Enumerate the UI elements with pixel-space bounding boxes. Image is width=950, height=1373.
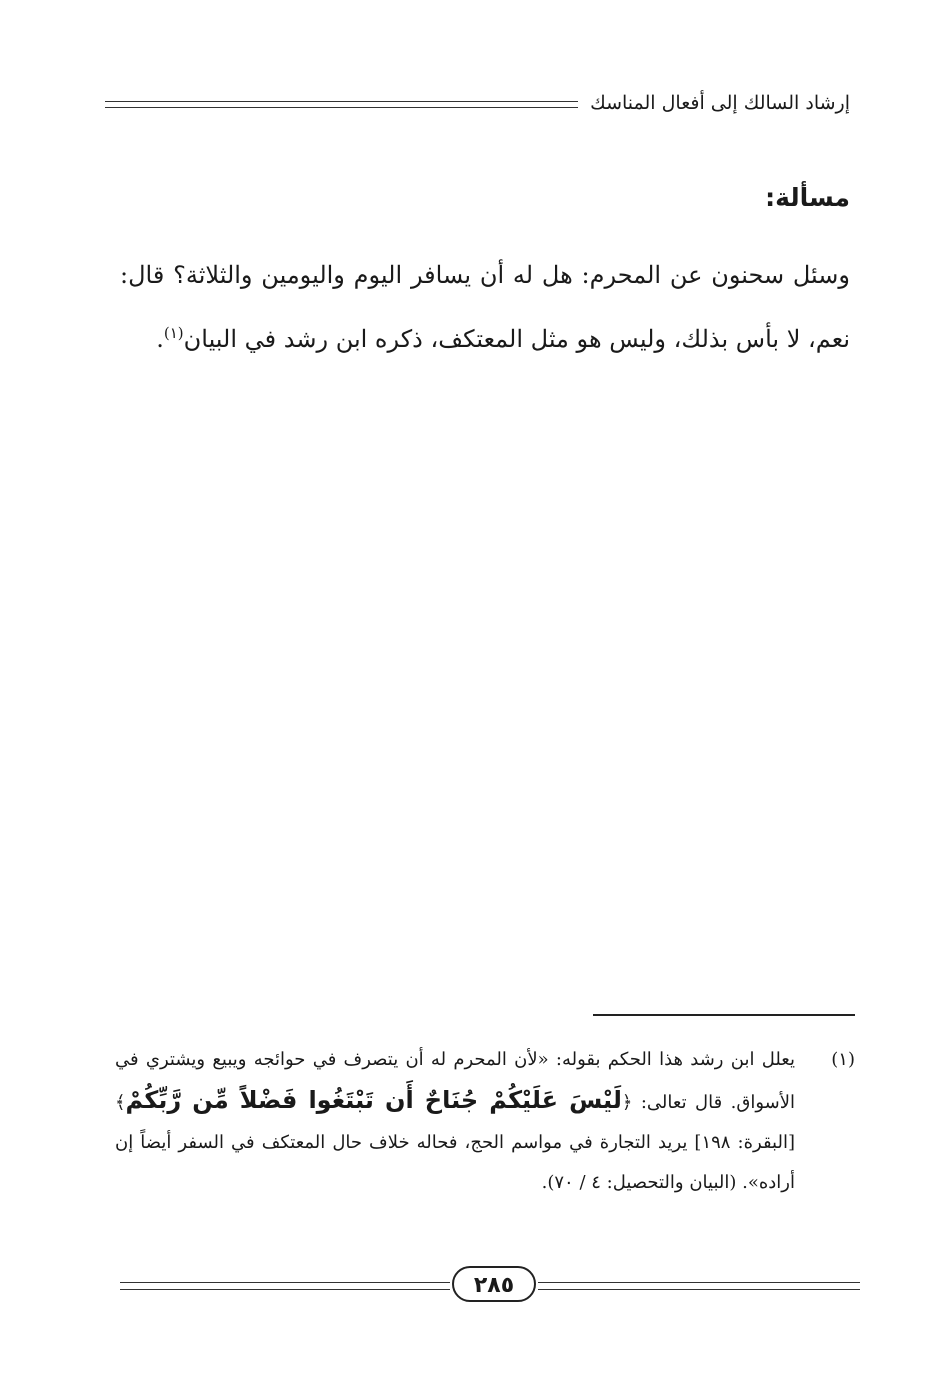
body-end-punctuation: . xyxy=(156,325,164,353)
book-title: إرشاد السالك إلى أفعال المناسك xyxy=(590,92,850,114)
section-heading: مسألة: xyxy=(765,183,850,212)
running-header xyxy=(105,88,850,118)
body-paragraph xyxy=(120,246,850,368)
page-number: ٢٨٥ xyxy=(452,1266,536,1302)
footer-rule-right xyxy=(538,1282,860,1290)
footnote-reference[interactable]: (١) xyxy=(163,324,184,342)
footnote-number: (١) xyxy=(831,1049,855,1070)
body-text: وسئل سحنون عن المحرم: هل له أن يسافر اليوم واليومين والثلاثة؟ قال: نعم، لا بأس بذلك، وليس هو مثل المعتكف، ذكره ابن رشد في البيان xyxy=(120,261,851,353)
quran-verse: لَيْسَ عَلَيْكُمْ جُنَاحٌ أَن تَبْتَغُوا فَضْلاً مِّن رَّبِّكُمْ xyxy=(125,1086,622,1114)
footnote-text-after: ﴾ [البقرة: ١٩٨] يريد التجارة في مواسم الحج، فحاله خلاف حال المعتكف في السفر أيضاً إن أراده». (البيان والتحصيل: ٤ / ٧٠). xyxy=(115,1092,795,1193)
page-footer xyxy=(120,1266,860,1306)
header-double-rule xyxy=(105,101,578,108)
footnote-separator xyxy=(593,1014,855,1016)
footnote-text xyxy=(115,1040,795,1203)
footer-rule-left xyxy=(120,1282,450,1290)
footnote-text-before: يعلل ابن رشد هذا الحكم بقوله: «لأن المحرم له أن يتصرف في حوائجه ويبيع ويشتري في الأسواق. قال تعالى: ﴿ xyxy=(115,1049,795,1113)
footnote xyxy=(115,1040,855,1203)
